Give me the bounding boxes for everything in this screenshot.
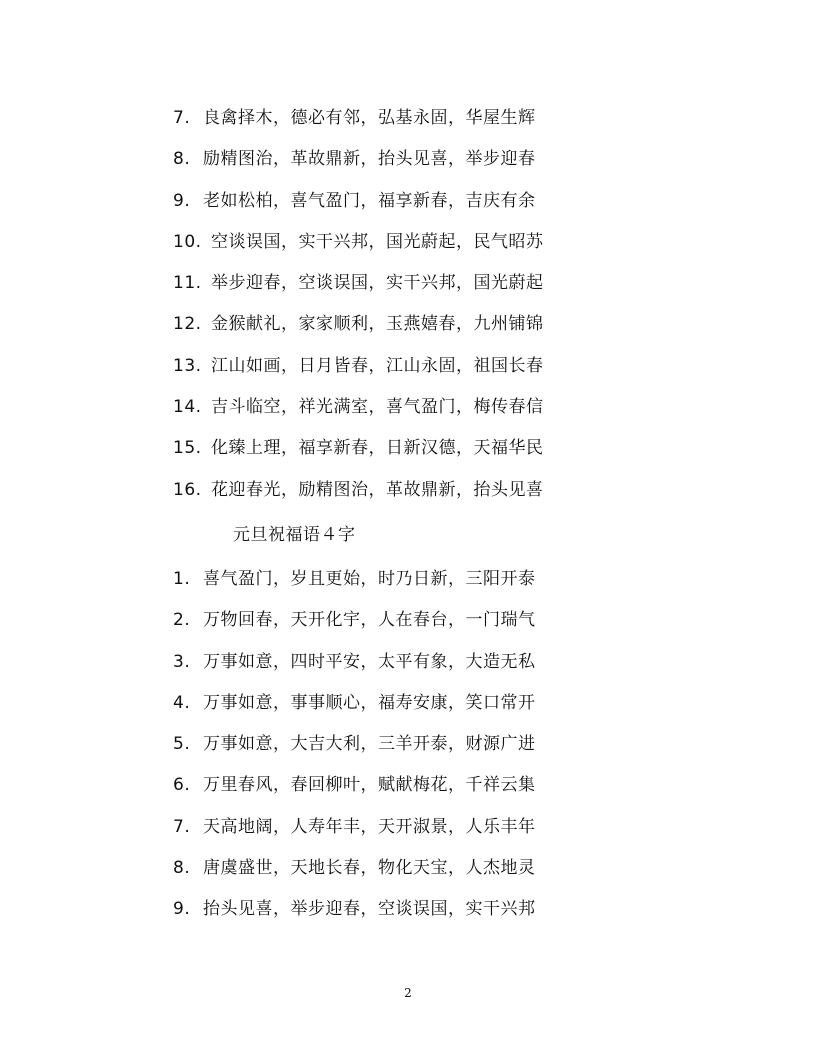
item-number: 8. xyxy=(173,858,191,879)
item-number: 11. xyxy=(173,273,202,294)
item-text: 万事如意，事事顺心，福寿安康，笑口常开 xyxy=(203,692,536,713)
item-text: 唐虞盛世，天地长春，物化天宝，人杰地灵 xyxy=(203,858,536,879)
item-number: 3. xyxy=(173,651,191,672)
list-item xyxy=(173,104,593,145)
item-number: 1. xyxy=(173,569,191,589)
list-item xyxy=(173,269,593,310)
list-item xyxy=(173,310,593,351)
item-text: 老如松柏，喜气盈门，福享新春，吉庆有余 xyxy=(203,190,536,211)
item-number: 4. xyxy=(173,692,191,713)
section-heading: 元旦祝福语４字 xyxy=(233,525,356,545)
item-text: 金猴献礼，家家顺利，玉燕嬉春，九州铺锦 xyxy=(211,314,544,335)
list-item xyxy=(173,730,593,771)
item-text: 抬头见喜，举步迎春，空谈误国，实干兴邦 xyxy=(203,899,536,920)
item-number: 7. xyxy=(173,816,191,837)
item-number: 9. xyxy=(173,899,191,920)
item-number: 2. xyxy=(173,610,191,631)
list-item xyxy=(173,228,593,269)
blessing-list-continued xyxy=(173,104,593,517)
item-text: 天高地阔，人寿年丰，天开淑景，人乐丰年 xyxy=(203,816,536,837)
item-number: 10. xyxy=(173,231,202,252)
item-number: 8. xyxy=(173,149,191,170)
item-text: 江山如画，日月皆春，江山永固，祖国长春 xyxy=(211,355,544,376)
item-number: 9. xyxy=(173,190,191,211)
item-text: 吉斗临空，祥光满室，喜气盈门，梅传春信 xyxy=(211,397,544,418)
item-number: 7. xyxy=(173,108,191,128)
item-text: 良禽择木，德必有邻，弘基永固，华屋生辉 xyxy=(203,108,536,128)
item-number: 5. xyxy=(173,734,191,755)
item-text: 化臻上理，福享新春，日新汉德，天福华民 xyxy=(211,438,544,459)
list-item xyxy=(173,393,593,434)
list-item xyxy=(173,854,593,895)
list-item xyxy=(173,565,593,606)
list-item xyxy=(173,476,593,517)
item-text: 励精图治，革故鼎新，抬头见喜，举步迎春 xyxy=(203,149,536,170)
item-number: 13. xyxy=(173,355,202,376)
item-number: 12. xyxy=(173,314,202,335)
list-item xyxy=(173,771,593,812)
list-item xyxy=(173,434,593,475)
blessing-list-four-char xyxy=(173,565,593,937)
item-text: 万物回春，天开化宇，人在春台，一门瑞气 xyxy=(203,610,536,631)
item-text: 举步迎春，空谈误国，实干兴邦，国光蔚起 xyxy=(211,273,544,294)
list-item xyxy=(173,689,593,730)
list-item xyxy=(173,187,593,228)
list-item xyxy=(173,606,593,647)
list-item xyxy=(173,648,593,689)
page-number: 2 xyxy=(404,986,412,1000)
item-text: 花迎春光，励精图治，革故鼎新，抬头见喜 xyxy=(211,479,544,500)
item-number: 6. xyxy=(173,775,191,796)
item-text: 万事如意，大吉大利，三羊开泰，财源广进 xyxy=(203,734,536,755)
item-number: 14. xyxy=(173,397,202,418)
list-item xyxy=(173,813,593,854)
list-item xyxy=(173,352,593,393)
item-text: 万事如意，四时平安，太平有象，大造无私 xyxy=(203,651,536,672)
item-number: 15. xyxy=(173,438,202,459)
list-item xyxy=(173,145,593,186)
item-text: 空谈误国，实干兴邦，国光蔚起，民气昭苏 xyxy=(211,231,544,252)
item-text: 万里春风，春回柳叶，赋献梅花，千祥云集 xyxy=(203,775,536,796)
list-item xyxy=(173,895,593,936)
item-text: 喜气盈门，岁且更始，时乃日新，三阳开泰 xyxy=(203,569,536,589)
item-number: 16. xyxy=(173,479,202,500)
